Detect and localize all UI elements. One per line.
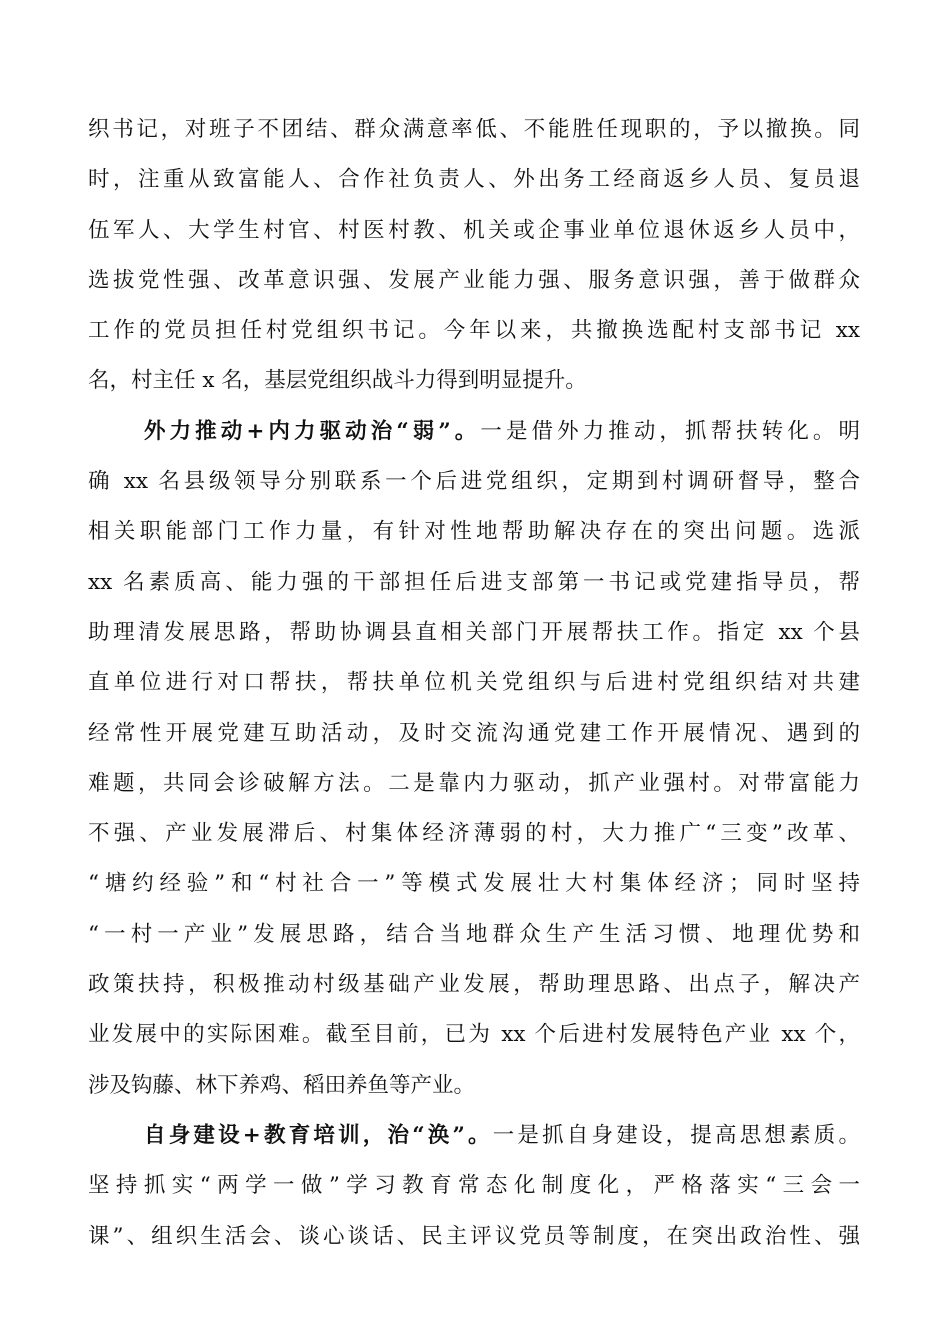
text-line: “一村一产业”发展思路，结合当地群众生产生活习惯、地理优势和 bbox=[88, 921, 860, 947]
text-line: 难题，共同会诊破解方法。二是靠内力驱动，抓产业强村。对带富能力 bbox=[88, 770, 860, 796]
text-line: 工作的党员担任村党组织书记。今年以来，共撤换选配村支部书记 xx bbox=[88, 318, 860, 344]
paragraph-heading: 外力推动+内力驱动治“弱”。 bbox=[144, 418, 481, 444]
paragraph-1 bbox=[88, 105, 860, 407]
text-line: 名，村主任 x 名，基层党组织战斗力得到明显提升。 bbox=[88, 368, 587, 394]
text-line: “塘约经验”和“村社合一”等模式发展壮大村集体经济；同时坚持 bbox=[88, 871, 860, 897]
paragraph-first-line bbox=[88, 407, 860, 457]
text-line: 不强、产业发展滞后、村集体经济薄弱的村，大力推广“三变”改革、 bbox=[88, 821, 860, 847]
text-line: 业发展中的实际困难。截至目前，已为 xx 个后进村发展特色产业 xx 个， bbox=[88, 1022, 860, 1048]
text-line: 伍军人、大学生村官、村医村教、机关或企事业单位退休返乡人员中， bbox=[88, 217, 860, 243]
text-line: xx 名素质高、能力强的干部担任后进支部第一书记或党建指导员，帮 bbox=[88, 569, 860, 595]
text-line: 助理清发展思路，帮助协调县直相关部门开展帮扶工作。指定 xx 个县 bbox=[88, 619, 860, 645]
paragraph-2 bbox=[88, 407, 860, 1111]
text-line: 确 xx 名县级领导分别联系一个后进党组织，定期到村调研督导，整合 bbox=[88, 469, 860, 495]
text-line: 相关职能部门工作力量，有针对性地帮助解决存在的突出问题。选派 bbox=[88, 519, 860, 545]
text-line: 坚持抓实“两学一做”学习教育常态化制度化，严格落实“三会一 bbox=[88, 1173, 860, 1199]
text-line: 织书记，对班子不团结、群众满意率低、不能胜任现职的，予以撤换。同 bbox=[88, 117, 860, 142]
text-line: 课”、组织生活会、谈心谈话、民主评议党员等制度，在突出政治性、强 bbox=[88, 1223, 860, 1249]
text-line: 经常性开展党建互助活动，及时交流沟通党建工作开展情况、遇到的 bbox=[88, 720, 860, 746]
document-page bbox=[88, 105, 860, 1262]
text-run: 一是借外力推动，抓帮扶转化。明 bbox=[480, 418, 860, 444]
paragraph-heading: 自身建设+教育培训，治“涣”。 bbox=[144, 1122, 493, 1148]
paragraph-first-line bbox=[88, 1111, 860, 1161]
text-line: 直单位进行对口帮扶，帮扶单位机关党组织与后进村党组织结对共建 bbox=[88, 670, 860, 696]
text-run: 一是抓自身建设，提高思想素质。 bbox=[492, 1122, 860, 1148]
text-line: 时，注重从致富能人、合作社负责人、外出务工经商返乡人员、复员退 bbox=[88, 167, 860, 193]
text-line: 选拔党性强、改革意识强、发展产业能力强、服务意识强，善于做群众 bbox=[88, 267, 860, 293]
text-line: 政策扶持，积极推动村级基础产业发展，帮助理思路、出点子，解决产 bbox=[88, 972, 860, 998]
text-line: 涉及钩藤、林下养鸡、稻田养鱼等产业。 bbox=[88, 1072, 476, 1098]
paragraph-3 bbox=[88, 1111, 860, 1262]
